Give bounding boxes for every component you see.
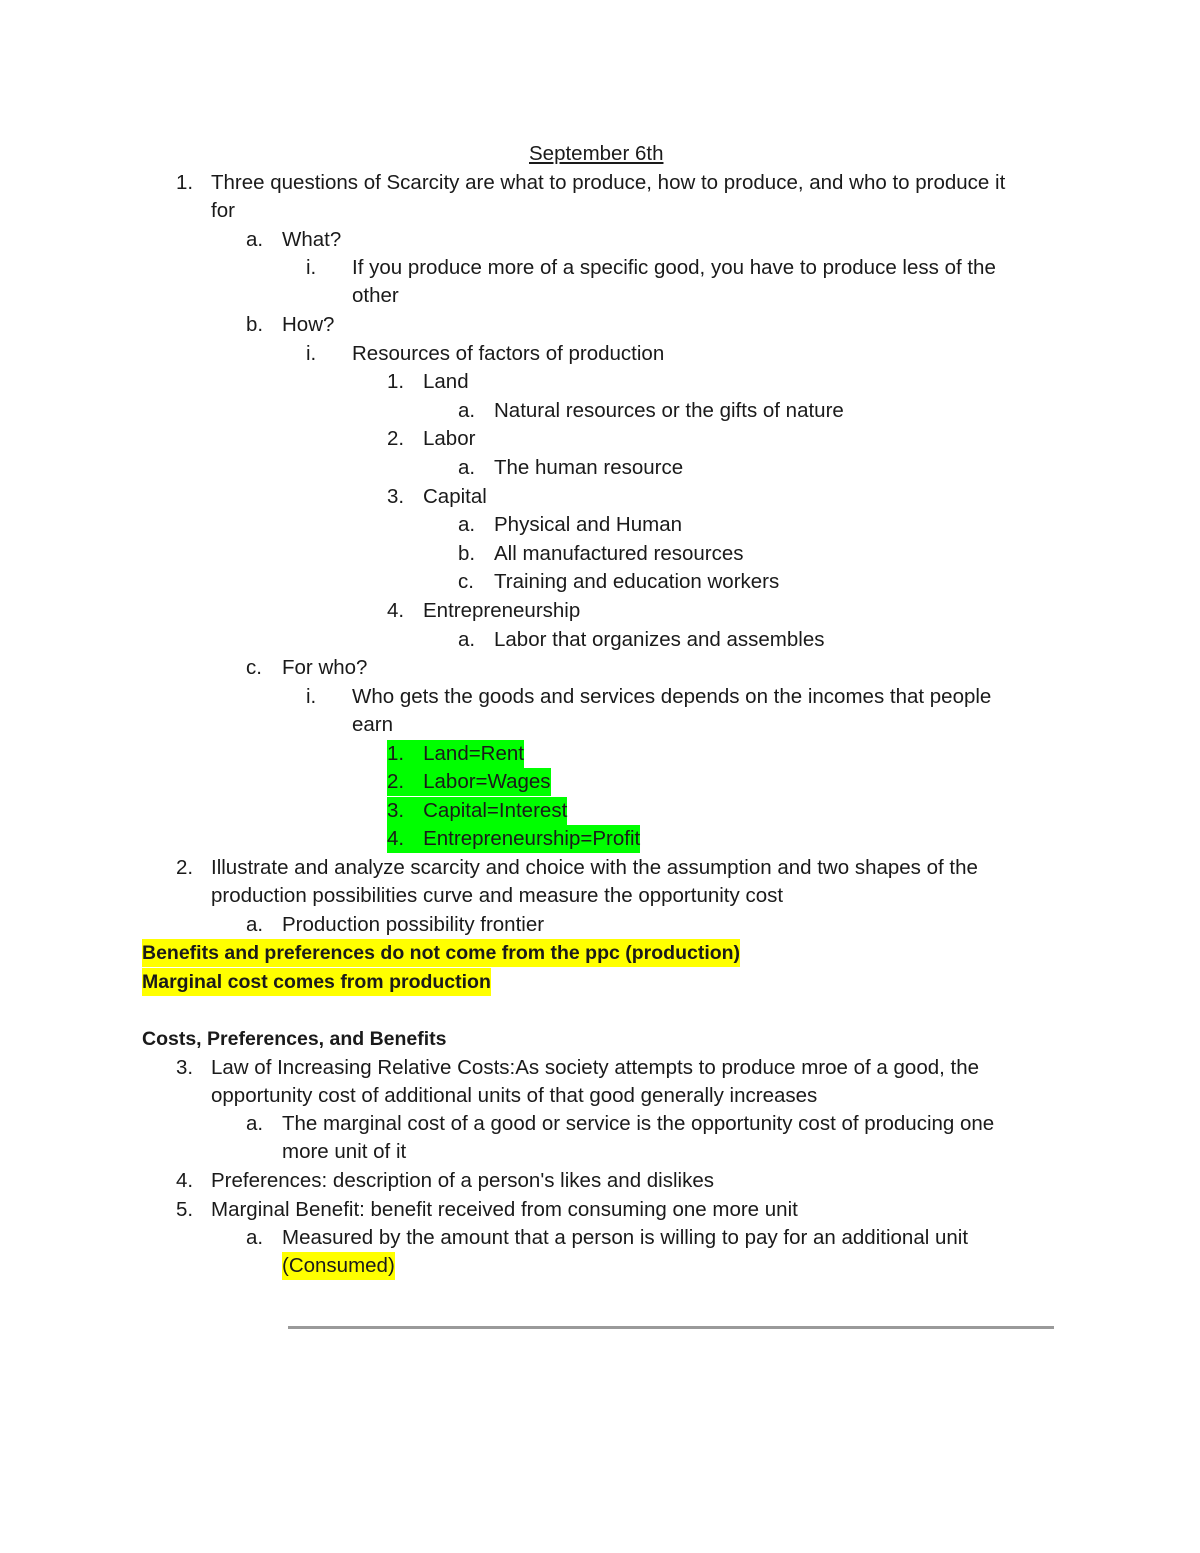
list-item-text: Land=Rent — [423, 742, 524, 765]
list-marker: 1. — [176, 171, 194, 194]
list-item-text: Marginal Benefit: benefit received from consuming one more unit — [211, 1198, 798, 1221]
list-item-continuation: for — [211, 199, 235, 222]
list-marker: a. — [246, 1112, 264, 1135]
list-item-continuation: more unit of it — [282, 1140, 407, 1163]
list-item-text: Capital=Interest — [423, 799, 568, 822]
list-item-text: Physical and Human — [494, 513, 683, 536]
list-item-text: What? — [282, 228, 342, 251]
list-item-text: The human resource — [494, 456, 684, 479]
list-marker: a. — [458, 399, 476, 422]
list-item-text: Training and education workers — [494, 570, 780, 593]
highlighted-list-item — [387, 797, 567, 825]
list-marker: c. — [458, 570, 474, 593]
section-heading: Costs, Preferences, and Benefits — [142, 1028, 447, 1050]
list-marker: 4. — [387, 599, 405, 622]
list-item-text: How? — [282, 313, 335, 336]
list-item-text: Labor — [423, 427, 476, 450]
highlighted-note: Marginal cost comes from production — [142, 968, 491, 996]
list-item-text: Capital — [423, 485, 487, 508]
list-item-text: If you produce more of a specific good, you have to produce less of the — [352, 256, 996, 279]
highlighted-note: Benefits and preferences do not come from the ppc (production) — [142, 939, 740, 967]
list-marker: 5. — [176, 1198, 194, 1221]
highlighted-list-item — [387, 740, 524, 768]
list-item-text: Resources of factors of production — [352, 342, 665, 365]
list-item-text: Three questions of Scarcity are what to produce, how to produce, and who to produce it — [211, 171, 1006, 194]
horizontal-rule — [288, 1326, 1054, 1329]
list-marker: i. — [306, 685, 317, 708]
list-item-text: Entrepreneurship=Profit — [423, 827, 641, 850]
list-marker: 2. — [176, 856, 194, 879]
list-item-text: Who gets the goods and services depends on the incomes that people — [352, 685, 992, 708]
list-marker: 4. — [176, 1169, 194, 1192]
list-marker: 3. — [387, 485, 405, 508]
list-marker: c. — [246, 656, 262, 679]
list-marker: i. — [306, 342, 317, 365]
list-marker: 3. — [176, 1056, 194, 1079]
list-marker: a. — [246, 1226, 264, 1249]
list-item-text: For who? — [282, 656, 368, 679]
list-marker: b. — [246, 313, 264, 336]
list-item-text: Land — [423, 370, 469, 393]
list-marker: 2. — [387, 427, 405, 450]
list-marker: i. — [306, 256, 317, 279]
list-item-text: All manufactured resources — [494, 542, 744, 565]
list-marker: b. — [458, 542, 476, 565]
list-item-text: Preferences: description of a person's likes and dislikes — [211, 1169, 715, 1192]
list-marker: a. — [246, 228, 264, 251]
list-item-text: Measured by the amount that a person is willing to pay for an additional unit — [282, 1226, 969, 1249]
list-marker: 3. — [387, 799, 405, 822]
list-item-continuation: other — [352, 284, 399, 307]
highlighted-list-item — [387, 768, 551, 796]
page-title: September 6th — [529, 142, 664, 165]
list-item-text: Labor that organizes and assembles — [494, 628, 825, 651]
list-marker: a. — [246, 913, 264, 936]
list-item-text: Law of Increasing Relative Costs:As society attempts to produce mroe of a good, the — [211, 1056, 980, 1079]
list-item-text: Illustrate and analyze scarcity and choice with the assumption and two shapes of the — [211, 856, 978, 879]
list-item-text: Entrepreneurship — [423, 599, 581, 622]
list-marker: a. — [458, 456, 476, 479]
highlighted-list-item — [387, 825, 640, 853]
list-item-continuation: production possibilities curve and measure the opportunity cost — [211, 884, 784, 907]
list-marker: 2. — [387, 770, 405, 793]
highlighted-continuation: (Consumed) — [282, 1252, 395, 1280]
list-item-text: Production possibility frontier — [282, 913, 545, 936]
list-item-text: Labor=Wages — [423, 770, 551, 793]
list-item-continuation: earn — [352, 713, 394, 736]
list-marker: 1. — [387, 370, 405, 393]
list-item-text: The marginal cost of a good or service is the opportunity cost of producing one — [282, 1112, 995, 1135]
list-marker: 1. — [387, 742, 405, 765]
list-marker: a. — [458, 513, 476, 536]
list-item-text: Natural resources or the gifts of nature — [494, 399, 844, 422]
list-marker: a. — [458, 628, 476, 651]
list-marker: 4. — [387, 827, 405, 850]
list-item-continuation: opportunity cost of additional units of that good generally increases — [211, 1084, 818, 1107]
